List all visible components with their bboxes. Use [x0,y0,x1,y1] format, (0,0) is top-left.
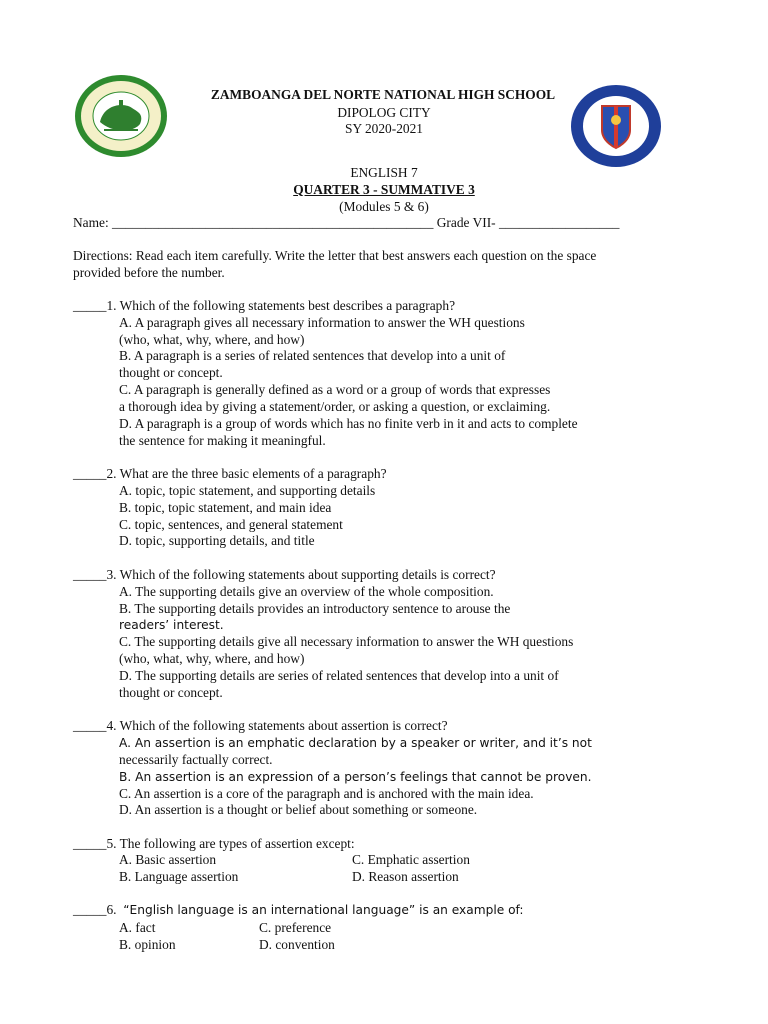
q6-option-c: C. preference [259,920,332,935]
q1-option-d: D. A paragraph is a group of words which has no finite verb in it and acts to complete [119,416,578,431]
school-name: ZAMBOANGA DEL NORTE NATIONAL HIGH SCHOOL [210,87,556,102]
q3-option-d: D. The supporting details are series of related sentences that develop into a unit of [119,668,559,683]
question-5: _____5. The following are types of assertion except: [73,836,355,851]
question-6 [73,902,524,919]
school-city: DIPOLOG CITY [337,105,431,120]
modules-note: (Modules 5 & 6) [339,199,429,214]
quarter-title: QUARTER 3 - SUMMATIVE 3 [293,182,475,197]
q3-option-b-cont: readers’ interest. [119,618,224,632]
q1-option-c: C. A paragraph is generally defined as a word or a group of words that expresses [119,382,551,397]
question-6-text: “English language is an international language” is an example of: [123,903,524,917]
q4-option-a: A. An assertion is an emphatic declaration by a speaker or writer, and it’s not [119,736,592,750]
q1-option-a-cont: (who, what, why, where, and how) [119,332,305,347]
q4-option-a-cont: necessarily factually correct. [119,752,273,767]
school-year: SY 2020-2021 [345,121,423,136]
q5-option-b: B. Language assertion [119,869,239,884]
question-3: _____3. Which of the following statements about supporting details is correct? [73,567,496,582]
question-6-number: _____6. [73,902,124,917]
q3-option-c: C. The supporting details give all necessary information to answer the WH questions [119,634,574,649]
q4-option-d: D. An assertion is a thought or belief about something or someone. [119,802,478,817]
q5-option-a: A. Basic assertion [119,852,217,867]
q2-option-a: A. topic, topic statement, and supporting details [119,483,376,498]
q1-option-c-cont: a thorough idea by giving a statement/order, or asking a question, or exclaiming. [119,399,551,414]
name-grade-line: Name: ________________________________________________ Grade VII- __________________ [73,215,620,230]
q6-option-b: B. opinion [119,937,176,952]
q2-option-b: B. topic, topic statement, and main idea [119,500,332,515]
q3-option-d-cont: thought or concept. [119,685,223,700]
q4-option-c: C. An assertion is a core of the paragraph and is anchored with the main idea. [119,786,534,801]
q6-option-a: A. fact [119,920,156,935]
q4-option-b: B. An assertion is an expression of a person’s feelings that cannot be proven. [119,770,592,784]
question-1: _____1. Which of the following statements best describes a paragraph? [73,298,456,313]
q2-option-d: D. topic, supporting details, and title [119,533,315,548]
q5-option-c: C. Emphatic assertion [352,852,470,867]
q1-option-a: A. A paragraph gives all necessary information to answer the WH questions [119,315,525,330]
subject-title: ENGLISH 7 [350,165,418,180]
q5-option-d: D. Reason assertion [352,869,459,884]
q1-option-b-cont: thought or concept. [119,365,223,380]
question-2: _____2. What are the three basic elements of a paragraph? [73,466,387,481]
q1-option-b: B. A paragraph is a series of related sentences that develop into a unit of [119,348,506,363]
q3-option-b: B. The supporting details provides an introductory sentence to arouse the [119,601,511,616]
directions-line-1: Directions: Read each item carefully. Write the letter that best answers each question on the space [73,248,597,263]
directions-line-2: provided before the number. [73,265,225,280]
q1-option-d-cont: the sentence for making it meaningful. [119,433,326,448]
q3-option-a: A. The supporting details give an overview of the whole composition. [119,584,494,599]
q3-option-c-cont: (who, what, why, where, and how) [119,651,305,666]
q2-option-c: C. topic, sentences, and general statement [119,517,343,532]
q6-option-d: D. convention [259,937,335,952]
question-4: _____4. Which of the following statements about assertion is correct? [73,718,448,733]
